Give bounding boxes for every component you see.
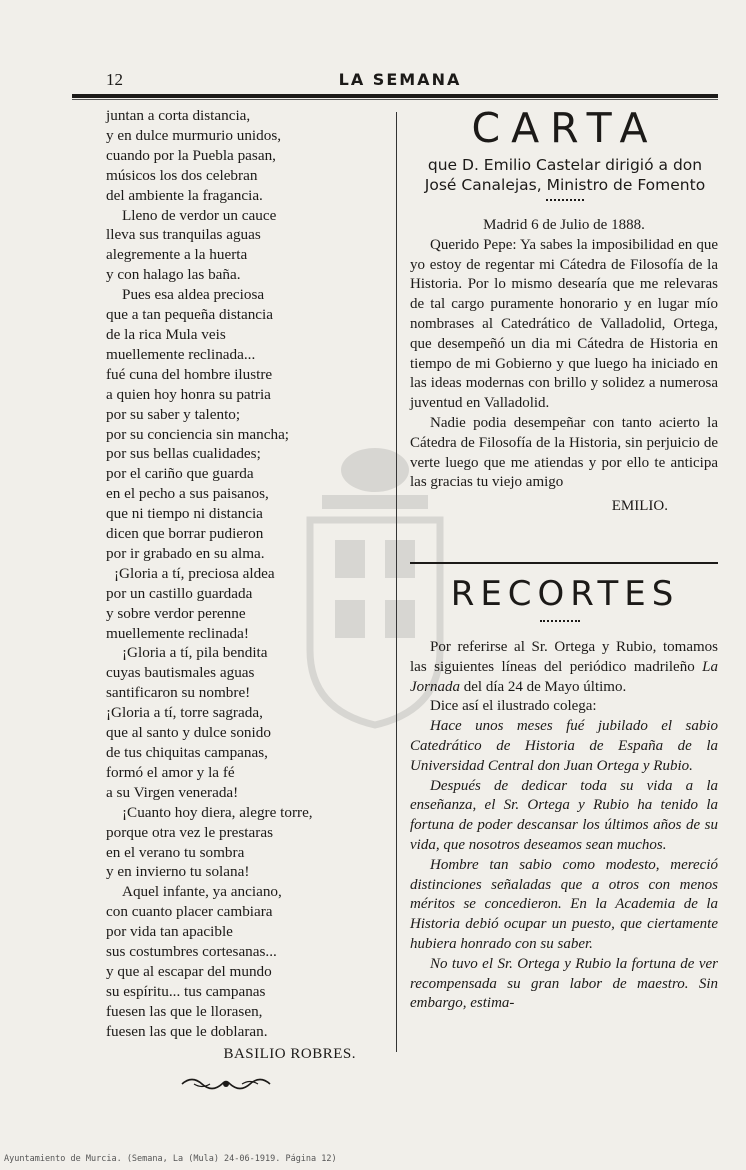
header-rule-thin	[72, 99, 718, 100]
running-title: LA SEMANA	[338, 70, 462, 89]
poem-line: Aquel infante, ya anciano,	[122, 883, 282, 901]
poem-line: que al santo y dulce sonido	[106, 724, 271, 742]
poem	[106, 106, 391, 1042]
archive-footer: Ayuntamiento de Murcia. (Semana, La (Mula) 24-06-1919. Página 12)	[4, 1154, 337, 1164]
recortes-intro: Dice así el ilustrado colega:	[430, 698, 597, 715]
poem-line: lleva sus tranquilas aguas	[106, 226, 261, 244]
carta-subtitle-line-2: José Canalejas, Ministro de Fomento	[424, 176, 706, 194]
poem-signature: BASILIO ROBRES.	[223, 1046, 356, 1062]
poem-line: cuando por la Puebla pasan,	[106, 146, 276, 164]
header-rule	[72, 94, 718, 98]
poem-line: fuesen las que le doblaran.	[106, 1022, 268, 1040]
poem-line: alegremente a la huerta	[106, 246, 248, 264]
recortes-intro	[410, 638, 718, 697]
poem-line: por ir grabado en su alma.	[106, 544, 265, 562]
poem-line: por vida tan apacible	[106, 923, 233, 941]
poem-line: su espíritu... tus campanas	[106, 982, 266, 1000]
poem-line: de la rica Mula veis	[106, 325, 226, 343]
recortes-body	[410, 638, 718, 1014]
recortes-quote: Hombre tan sabio como modesto, mereció distinciones señaladas que a otros con menos méritos se concedieron. En la Academia de la Historia debió ocupar un puesto, que ciertamente hubiera honrado con su saber.	[410, 856, 718, 952]
carta-paragraph: Nadie podia desempeñar con tanto acierto la Cátedra de Filosofía de la Historia, sin perjuicio de verte luego que me atiendas y por ello te anticipa las gracias tu viejo amigo	[410, 414, 718, 491]
poem-line: y con halago las baña.	[106, 266, 241, 284]
poem-line: que a tan pequeña distancia	[106, 306, 273, 324]
poem-line: en el verano tu sombra	[106, 843, 245, 861]
carta-subtitle	[410, 155, 720, 201]
poem-line: muellemente reclinada!	[106, 624, 249, 642]
page-number: 12	[106, 70, 123, 89]
poem-line: en el pecho a sus paisanos,	[106, 485, 269, 503]
poem-line: Pues esa aldea preciosa	[122, 286, 265, 304]
poem-line: y en invierno tu solana!	[106, 863, 250, 881]
poem-line: por sus bellas cualidades;	[106, 445, 261, 463]
poem-line: porque otra vez le prestaras	[106, 823, 273, 841]
poem-line: por su saber y talento;	[106, 405, 241, 423]
carta-signature: EMILIO.	[611, 498, 668, 515]
poem-line: que ni tiempo ni distancia	[106, 505, 263, 523]
poem-line: muellemente reclinada...	[106, 345, 256, 363]
poem-line: y en dulce murmurio unidos,	[106, 126, 282, 144]
vignette-ornament-icon	[180, 1075, 272, 1093]
poem-line: fué cuna del hombre ilustre	[106, 365, 273, 383]
recortes-intro-text: del día 24 de Mayo último.	[460, 678, 627, 695]
recortes-intro-text: Por referirse al Sr. Ortega y Rubio, tomamos las siguientes líneas del periódico madrileño	[410, 639, 718, 675]
poem-line: cuyas bautismales aguas	[106, 664, 255, 682]
recortes-dots	[540, 620, 580, 622]
poem-line: a quien hoy honra su patria	[106, 385, 271, 403]
section-rule	[410, 562, 718, 564]
poem-line: santificaron su nombre!	[106, 684, 251, 702]
recortes-quote: No tuvo el Sr. Ortega y Rubio la fortuna de ver recompensada su gran labor de maestro. Sin embargo, estima-	[410, 955, 718, 1012]
poem-line: ¡Gloria a tí, pila bendita	[122, 644, 268, 662]
poem-line: músicos los dos celebran	[106, 166, 258, 184]
poem-line: ¡Gloria a tí, torre sagrada,	[106, 704, 263, 722]
newspaper-name: La Jornada	[410, 658, 718, 695]
carta-paragraph: Querido Pepe: Ya sabes la imposibilidad en que yo estoy de regentar mi Cátedra de Filosofía de la Historia. Por lo mismo desearía que me relevaras de tal cargo puramente honorario y en lugar mío nombrases al Catedrático de Valladolid, Ortega, que desempeñó un dia mi Cátedra de Historia en tiempo de mi Gobierno y que luego ha iniciado en las ideas modernas con brillo y solidez a numerosa juventud en Valladolid.	[410, 236, 718, 412]
poem-line: a su Virgen venerada!	[106, 783, 239, 801]
poem-line: por un castillo guardada	[106, 584, 253, 602]
poem-line: de tus chiquitas campanas,	[106, 744, 268, 761]
recortes-quote: Después de dedicar toda su vida a la enseñanza, el Sr. Ortega y Rubio ha tenido la fortuna de poder descansar los últimos años de su vida, que nosotros deseamos sean muchos.	[410, 777, 718, 853]
carta-dots	[546, 199, 584, 201]
poem-line: y que al escapar del mundo	[106, 962, 272, 980]
recortes-title: RECORTES	[450, 574, 680, 614]
poem-line: por su conciencia sin mancha;	[106, 425, 290, 443]
poem-line: formó el amor y la fé	[106, 763, 235, 781]
poem-line: ¡Gloria a tí, preciosa aldea	[114, 564, 275, 582]
poem-line: sus costumbres cortesanas...	[106, 943, 277, 961]
poem-line: ¡Cuanto hoy diera, alegre torre,	[122, 803, 313, 821]
carta-title: CARTA	[471, 104, 659, 152]
poem-line: y sobre verdor perenne	[106, 604, 246, 622]
poem-line: Lleno de verdor un cauce	[122, 206, 277, 224]
poem-line: con cuanto placer cambiara	[106, 903, 273, 921]
recortes-quote: Hace unos meses fué jubilado el sabio Catedrático de Historia de España de la Universidad Central don Juan Ortega y Rubio.	[410, 718, 718, 774]
carta-body	[410, 216, 718, 517]
poem-line: juntan a corta distancia,	[106, 107, 251, 124]
poem-line: por el cariño que guarda	[106, 465, 254, 483]
poem-line: fuesen las que le llorasen,	[106, 1002, 263, 1020]
poem-line: del ambiente la fragancia.	[106, 186, 263, 204]
carta-date: Madrid 6 de Julio de 1888.	[483, 217, 645, 233]
poem-line: dicen que borrar pudieron	[106, 525, 264, 543]
carta-subtitle-line-1: que D. Emilio Castelar dirigió a don	[427, 156, 703, 174]
